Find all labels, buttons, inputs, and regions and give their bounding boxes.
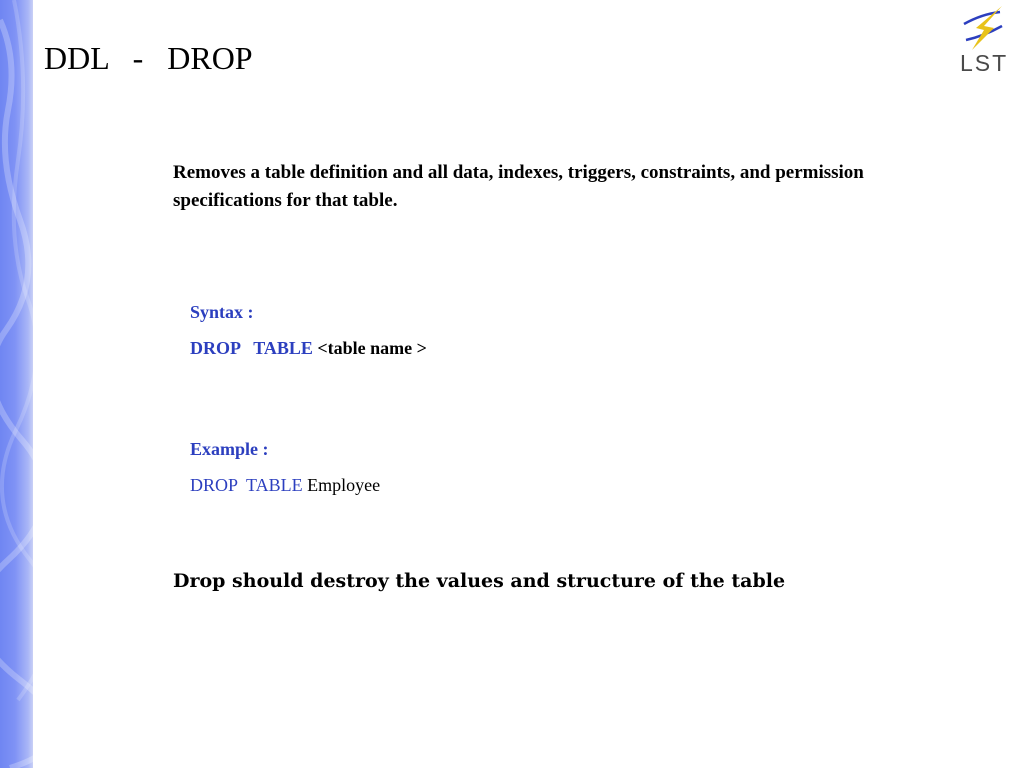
logo-text: LST xyxy=(960,50,1009,76)
syntax-placeholder: <table name > xyxy=(312,338,427,358)
conclusion-text: Drop should destroy the values and structure of the table xyxy=(173,570,786,592)
syntax-heading: Syntax : xyxy=(190,302,254,322)
lightning-bolt-icon xyxy=(954,4,1012,54)
example-drop-keyword: DROP xyxy=(190,475,238,495)
side-decoration-bar xyxy=(0,0,33,768)
syntax-line xyxy=(190,338,427,359)
example-table-name: Employee xyxy=(302,475,381,495)
syntax-table-keyword: TABLE xyxy=(253,338,313,358)
syntax-drop-keyword: DROP xyxy=(190,338,241,358)
example-table-keyword: TABLE xyxy=(246,475,303,495)
slide-title: DDL - DROP xyxy=(44,40,253,76)
lst-logo xyxy=(954,4,1012,78)
description-text: Removes a table definition and all data, indexes, triggers, constraints, and permission specifications for that table. xyxy=(173,162,864,211)
side-wave-pattern xyxy=(0,0,33,768)
example-line xyxy=(190,475,380,496)
example-heading: Example : xyxy=(190,439,269,459)
